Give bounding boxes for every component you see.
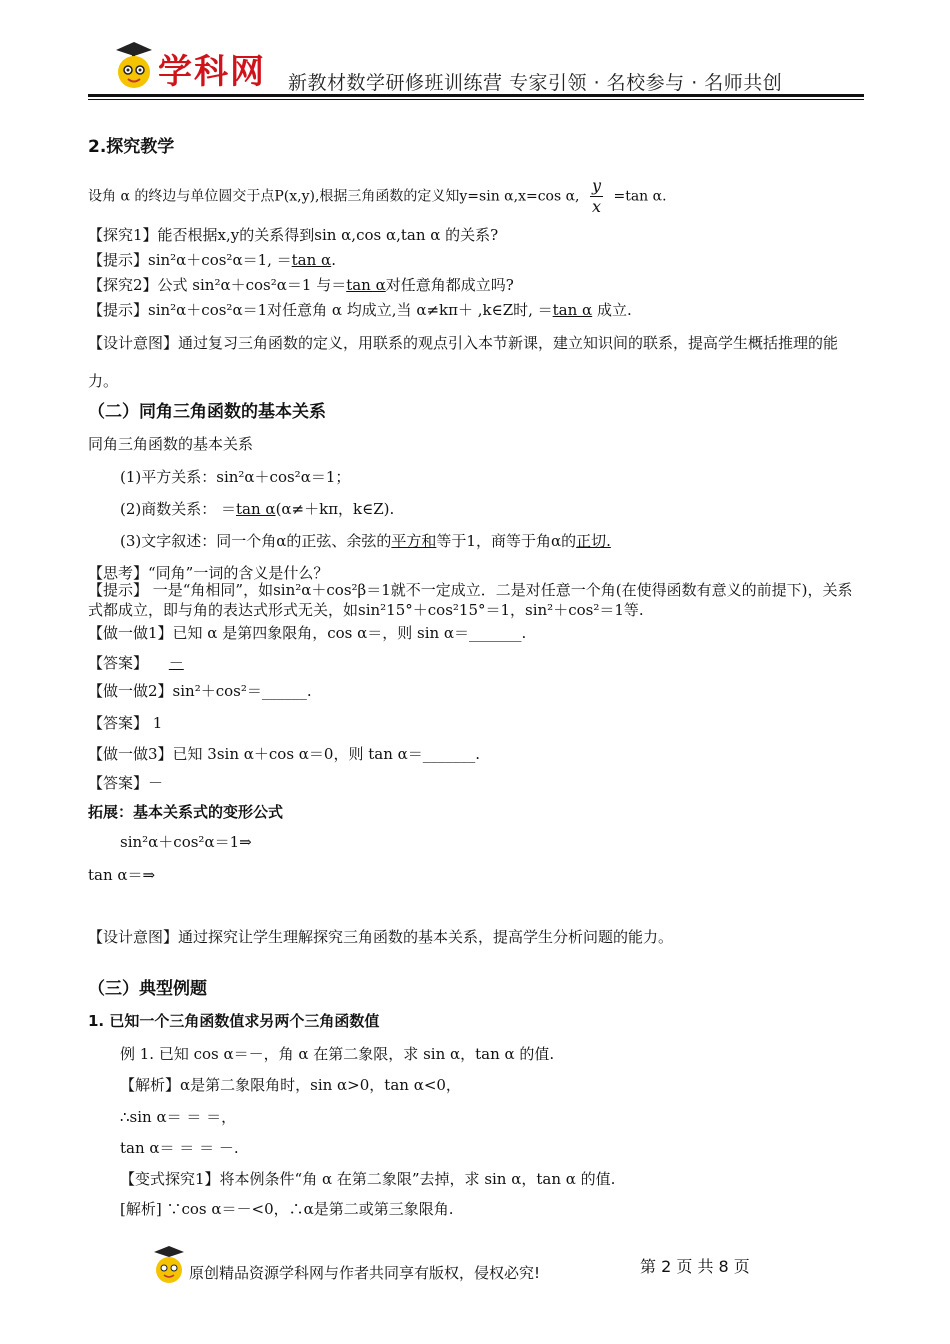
do-1: 【做一做1】已知 α 是第四象限角，cos α＝，则 sin α＝_______. [88, 624, 527, 642]
relation-quotient-suffix: (α≠＋kπ，k∈Z). [275, 500, 395, 518]
intro-line [88, 176, 667, 217]
hint-2-suffix: 成立. [592, 301, 632, 319]
header-slogan: 新教材数学研修班训练营 专家引领 · 名校参与 · 名师共创 [288, 72, 783, 94]
footer-logo [152, 1244, 186, 1286]
relation-text-underline-1: 平方和 [391, 532, 437, 550]
hint-1-suffix: . [331, 251, 336, 269]
relation-text-b: 等于1，商等于角α的 [436, 532, 577, 550]
think: 【思考】“同角”一词的含义是什么？ [88, 564, 329, 582]
header-divider [88, 94, 864, 97]
answer-1-label: 【答案】 [88, 654, 149, 672]
explore-2-prefix: 【探究2】公式 sin²α＋cos²α＝1 与＝ [88, 276, 347, 294]
explore-2 [88, 274, 514, 295]
footer-mascot-icon [152, 1244, 186, 1286]
hint-2-prefix: 【提示】sin²α＋cos²α＝1对任意角 α 均成立,当 α≠kπ＋ ,k∈Z时, ＝ [88, 301, 553, 319]
explore-2-underline: tan α [346, 276, 386, 294]
variant-explore-1: 【变式探究1】将本例条件“角 α 在第二象限”去掉，求 sin α，tan α 的值. [120, 1170, 616, 1188]
do-2: 【做一做2】sin²＋cos²＝______. [88, 682, 312, 700]
explore-1: 【探究1】能否根据x,y的关系得到sin α,cos α,tan α 的关系? [88, 226, 499, 244]
relation-square: (1)平方关系：sin²α＋cos²α＝1； [120, 468, 351, 486]
part3-subtitle: 1. 已知一个三角函数值求另两个三角函数值 [88, 1012, 380, 1030]
header-divider-thin [88, 99, 864, 100]
example-1: 例 1. 已知 cos α＝－，角 α 在第二象限，求 sin α，tan α 的值. [120, 1045, 555, 1063]
solution-line-3: tan α＝ ＝ ＝ －. [120, 1139, 239, 1157]
do-3: 【做一做3】已知 3sin α＋cos α＝0，则 tan α＝_______. [88, 745, 481, 763]
design-intent-1: 【设计意图】通过复习三角函数的定义，用联系的观点引入本节新课，建立知识间的联系，提高学生概括推理的能力。 [88, 334, 839, 390]
fraction-numerator: y [591, 176, 602, 195]
part2-subtitle: 同角三角函数的基本关系 [88, 435, 254, 453]
answer-3: 【答案】－ [88, 774, 164, 792]
relation-quotient [120, 498, 394, 519]
extension-formula-1: sin²α＋cos²α＝1⇒ [120, 833, 252, 851]
part2-title: （二）同角三角函数的基本关系 [88, 402, 326, 422]
relation-text-a: (3)文字叙述：同一个角α的正弦、余弦的 [120, 532, 392, 550]
explore-2-suffix: 对任意角都成立吗? [385, 276, 514, 294]
answer-2: 【答案】 1 [88, 714, 163, 732]
extension-formula-2: tan α＝⇒ [88, 866, 156, 884]
section-title: 2.探究教学 [88, 137, 175, 157]
logo-text: 学科网 [158, 52, 266, 92]
intro-text-b: =tan α. [613, 188, 667, 205]
hint-same-angle: 【提示】 一是“角相同”，如sin²α＋cos²β＝1就不一定成立．二是对任意一个角(在使得函数有意义的前提下)，关系式都成立，即与角的表达式形式无关，如sin²15°＋cos²15°＝1，sin²＋cos²＝1等. [88, 581, 853, 619]
solution-line-1: 【解析】α是第二象限角时，sin α>0，tan α<0， [120, 1076, 461, 1094]
solution-line-2: ∴sin α＝ ＝ ＝， [120, 1108, 237, 1126]
intro-text-a: 设角 α 的终边与单位圆交于点P(x,y),根据三角函数的定义知y=sin α,x=cos α, [88, 188, 580, 205]
footer-copyright: 原创精品资源学科网与作者共同享有版权，侵权必究! [189, 1264, 541, 1282]
hint-1-underline: tan α [291, 251, 332, 269]
part3-title: （三）典型例题 [88, 979, 207, 999]
hint-1-prefix: 【提示】sin²α＋cos²α＝1, ＝ [88, 251, 292, 269]
fraction-denominator: x [591, 197, 601, 216]
design-intent-2: 【设计意图】通过探究让学生理解探究三角函数的基本关系，提高学生分析问题的能力。 [88, 928, 674, 946]
relation-quotient-prefix: (2)商数关系： ＝ [120, 500, 237, 518]
relation-quotient-underline: tan α [236, 500, 276, 518]
extension-title: 拓展：基本关系式的变形公式 [88, 803, 284, 821]
hint-2-underline: tan α [552, 301, 593, 319]
relation-text [120, 530, 611, 551]
page-number: 第 2 页 共 8 页 [640, 1257, 750, 1276]
answer-1-value: － [168, 654, 184, 672]
hint-2 [88, 299, 632, 320]
answer-1 [88, 652, 184, 673]
variant-solution: [解析] ∵cos α＝－<0，∴α是第二或第三象限角. [120, 1200, 454, 1218]
hint-1 [88, 249, 336, 270]
header-logo [112, 40, 272, 92]
relation-text-underline-2: 正切. [576, 532, 611, 550]
fraction-y-over-x [590, 176, 603, 217]
